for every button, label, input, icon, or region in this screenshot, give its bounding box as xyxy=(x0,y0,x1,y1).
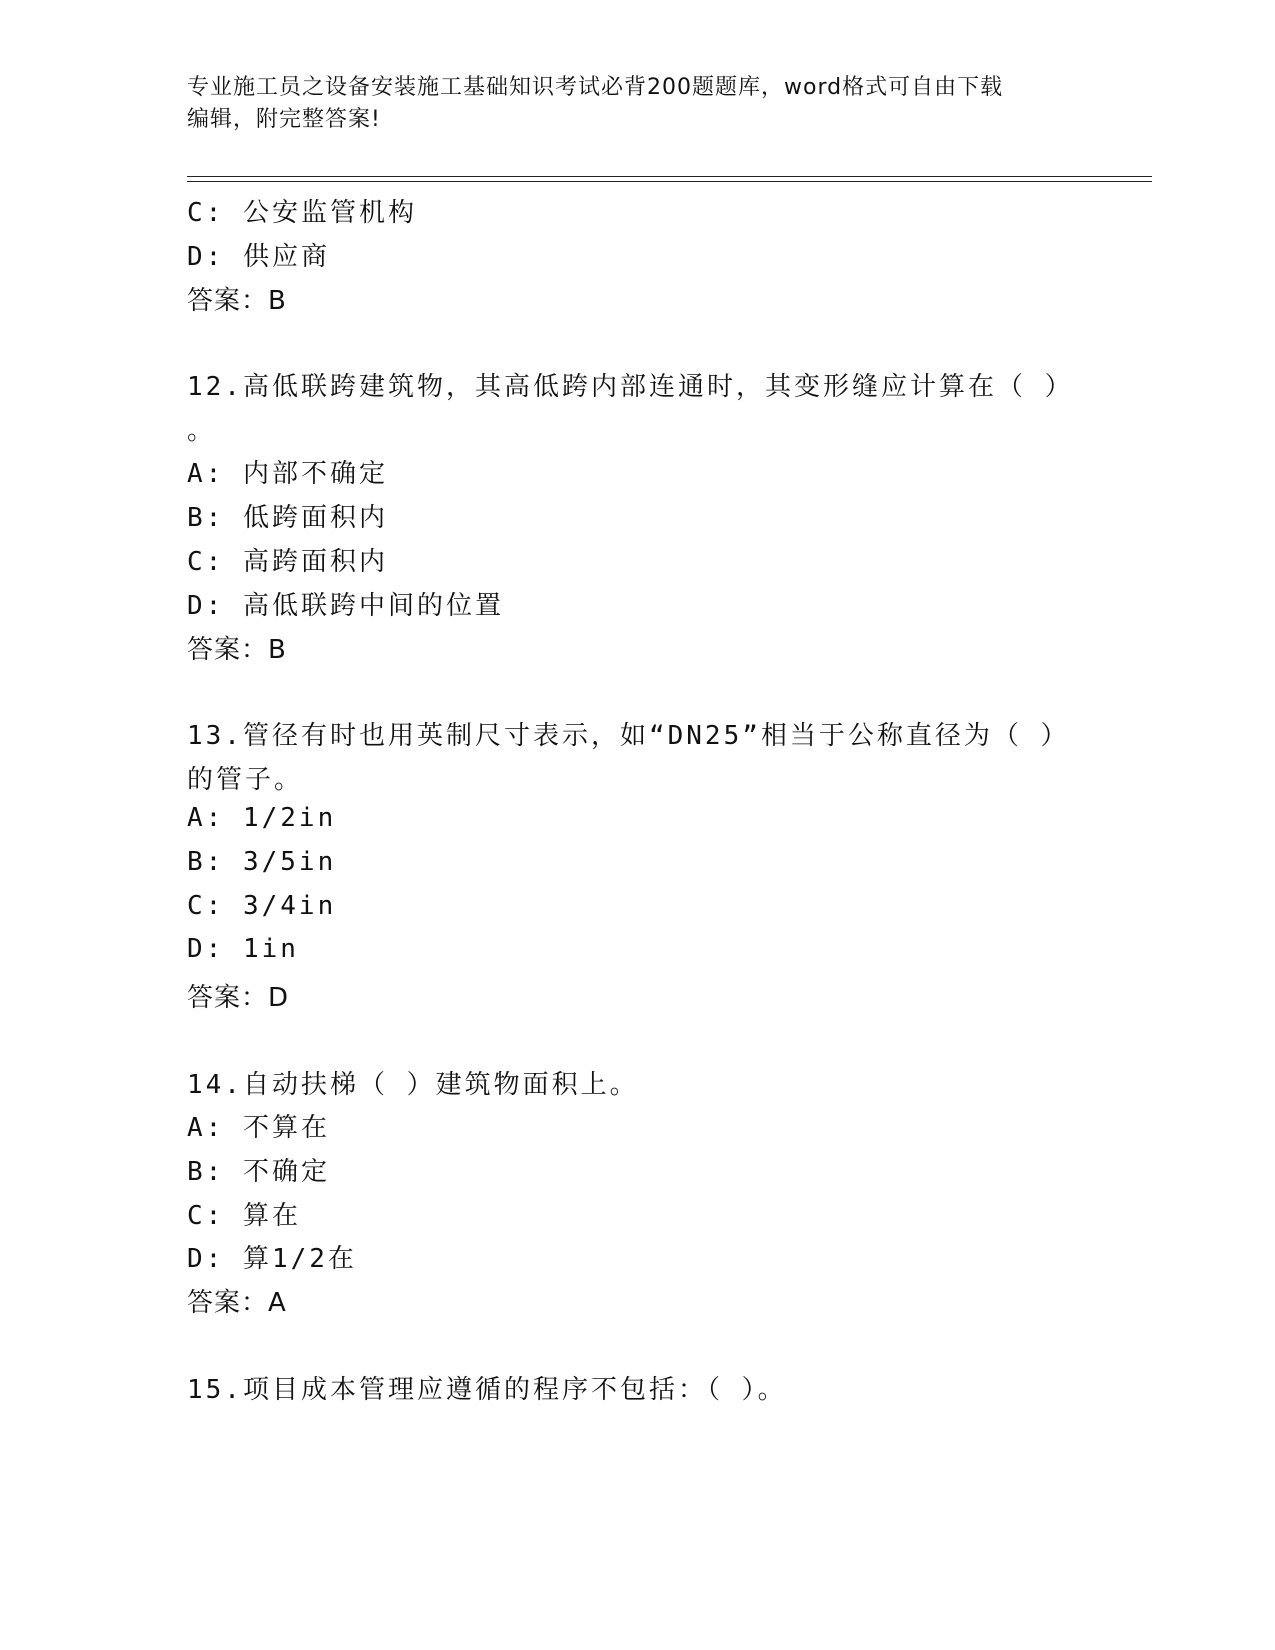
document-header xyxy=(187,72,1087,136)
q13-option-a: A: 1/2in xyxy=(187,803,337,833)
q13-answer: 答案：D xyxy=(187,983,290,1013)
q13-option-d: D: 1in xyxy=(187,934,299,964)
q14-answer: 答案：A xyxy=(187,1288,287,1318)
q14-option-a: A: 不算在 xyxy=(187,1113,330,1143)
q12-option-a: A: 内部不确定 xyxy=(187,459,388,489)
q13-stem: 13.管径有时也用英制尺寸表示，如“DN25”相当于公称直径为（ ） xyxy=(187,721,1070,751)
q11-option-d: D: 供应商 xyxy=(187,242,330,272)
header-divider-bottom xyxy=(187,181,1152,182)
q13-option-b: B: 3/5in xyxy=(187,847,337,877)
header-divider-top xyxy=(187,176,1152,177)
q12-stem-continuation: 。 xyxy=(187,416,217,446)
q15-stem: 15.项目成本管理应遵循的程序不包括：（ ）。 xyxy=(187,1375,787,1405)
q11-option-c: C: 公安监管机构 xyxy=(187,198,417,228)
header-title-line-2: 编辑，附完整答案! xyxy=(187,107,381,132)
q12-option-b: B: 低跨面积内 xyxy=(187,503,388,533)
q11-answer: 答案：B xyxy=(187,286,287,316)
q13-option-c: C: 3/4in xyxy=(187,891,337,921)
q12-option-d: D: 高低联跨中间的位置 xyxy=(187,591,504,621)
q14-option-d: D: 算1/2在 xyxy=(187,1244,357,1274)
q12-stem: 12.高低联跨建筑物，其高低跨内部连通时，其变形缝应计算在（ ） xyxy=(187,372,1074,402)
q12-option-c: C: 高跨面积内 xyxy=(187,547,388,577)
q12-answer: 答案：B xyxy=(187,635,287,665)
q14-stem: 14.自动扶梯（ ）建筑物面积上。 xyxy=(187,1070,639,1100)
header-title-line-1: 专业施工员之设备安装施工基础知识考试必背200题题库，word格式可自由下载 xyxy=(187,75,1004,100)
q14-option-b: B: 不确定 xyxy=(187,1157,330,1187)
q14-option-c: C: 算在 xyxy=(187,1201,301,1231)
q13-stem-continuation: 的管子。 xyxy=(187,765,304,795)
